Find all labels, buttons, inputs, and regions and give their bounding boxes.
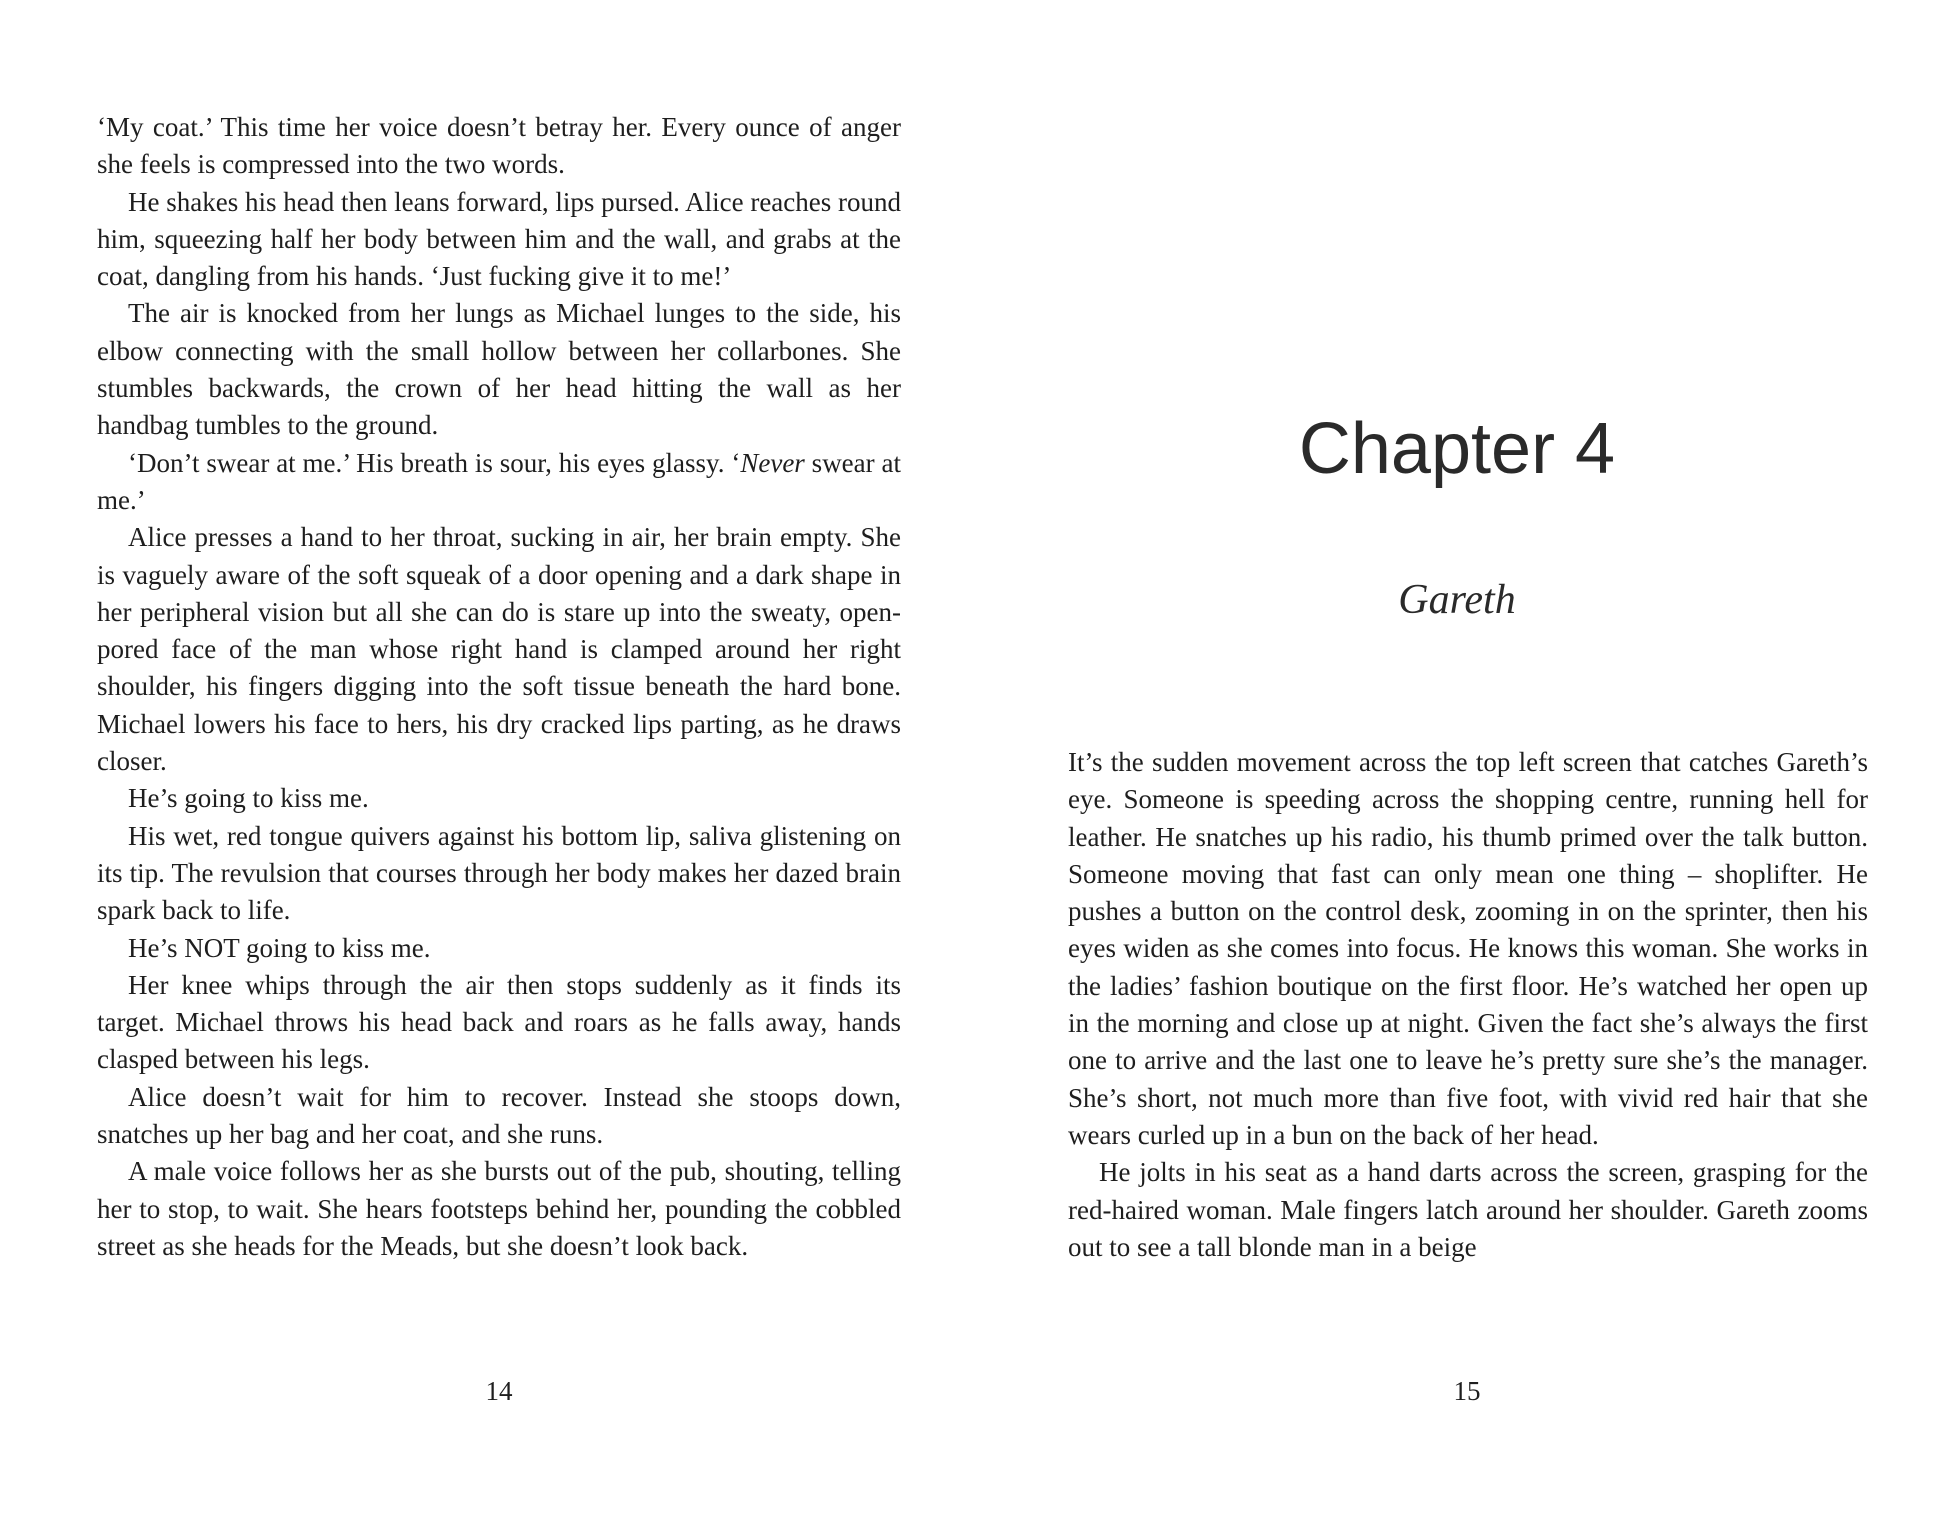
paragraph: ‘My coat.’ This time her voice doesn’t betray her. Every ounce of anger she feels is compressed into the two words. (97, 112, 901, 180)
page-number: 15 (1453, 1376, 1481, 1406)
left-page-body (97, 109, 901, 1265)
paragraph: His wet, red tongue quivers against his bottom lip, saliva glistening on its tip. The revulsion that courses through her body makes her dazed brain spark back to life. (97, 820, 901, 926)
paragraph: Alice presses a hand to her throat, sucking in air, her brain empty. She is vaguely aware of the soft squeak of a door opening and a dark shape in her peripheral vision but all she can do is stare up into the sweaty, open-pored face of the man whose right hand is clamped around her right shoulder, his fingers digging into the soft tissue beneath the hard bone. Michael lowers his face to hers, his dry cracked lips parting, as he draws closer. (97, 522, 901, 777)
paragraph: He’s NOT going to kiss me. (128, 932, 431, 963)
emphasis-text: Never (740, 447, 805, 478)
paragraph-text: swear at me.’ (97, 447, 901, 515)
paragraph: Alice doesn’t wait for him to recover. Instead she stoops down, snatches up her bag and her coat, and she runs. (97, 1081, 901, 1150)
paragraph: A male voice follows her as she bursts out of the pub, shouting, telling her to stop, to wait. She hears footsteps behind her, pounding the cobbled street as she heads for the Meads, but she doesn’t look back. (97, 1156, 901, 1261)
paragraph: He jolts in his seat as a hand darts across the screen, grasping for the red-haired woman. Male fingers latch around her shoulder. Gareth zooms out to see a tall blonde man in a beige (1068, 1157, 1868, 1262)
paragraph: Her knee whips through the air then stops suddenly as it finds its target. Michael throws his head back and roars as he falls away, hands clasped between his legs. (97, 969, 901, 1075)
paragraph: He’s going to kiss me. (128, 783, 369, 814)
paragraph: He shakes his head then leans forward, lips pursed. Alice reaches round him, squeezing half her body between him and the wall, and grabs at the coat, dangling from his hands. ‘Just fucking give it to me!’ (97, 186, 902, 292)
right-page (971, 0, 1943, 1530)
chapter-title: Chapter 4 (1298, 409, 1616, 489)
page-number: 14 (485, 1376, 513, 1406)
paragraph-text: ‘Don’t swear at me.’ His breath is sour, his eyes glassy. ‘ (128, 447, 741, 478)
left-page (0, 0, 971, 1530)
paragraph: It’s the sudden movement across the top left screen that catches Gareth’s eye. Someone is speeding across the shopping centre, running hell for leather. He snatches up his radio, his thumb primed over the talk button. Someone moving that fast can only mean one thing – shoplifter. He pushes a button on the control desk, zooming in on the sprinter, then his eyes widen as she comes into focus. He knows this woman. She works in the ladies’ fashion boutique on the first floor. He’s watched her open up in the morning and close up at night. Given the fact she’s always the first one to arrive and the last one to leave he’s pretty sure she’s the manager. She’s short, not much more than five foot, with vivid red hair that she wears curled up in a bun on the back of her head. (1068, 747, 1868, 1150)
chapter-subtitle: Gareth (1398, 577, 1516, 623)
right-page-body (1068, 744, 1868, 1266)
paragraph: The air is knocked from her lungs as Michael lunges to the side, his elbow connecting with the small hollow between her collarbones. She stumbles backwards, the crown of her head hitting the wall as her handbag tumbles to the ground. (97, 298, 901, 441)
paragraph (97, 445, 901, 520)
